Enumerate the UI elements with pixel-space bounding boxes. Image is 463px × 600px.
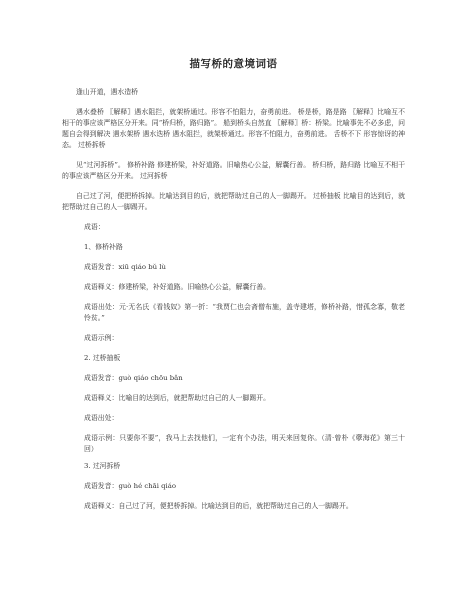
paragraph-explanations: 遇水叠桥 〖解释〗遇水阻拦，就架桥通过。形容不怕阻力，奋勇前进。 桥是桥，路是路 〖解释〗比喻互不相干的事应该严格区分开来。同“桥归桥，路归路”。 船到桥头自然直 〖解释〗桥：桥梁。比喻事先不必多虑，问题自会得到解决 遇水架桥 遇水迭桥 遇水阻拦，就架桥通过。形容不怕阻力，奋勇前进。 舌桥不下 形容惊讶的神态。 过桥拆桥 (62, 108, 405, 149)
idiom-1-pronunciation: 成语发音：xiū qiáo bǔ lù (84, 263, 166, 271)
idiom-2-heading: 2. 过桥抽板 (84, 354, 121, 362)
idiom-1-heading: 1、修桥补路 (84, 243, 123, 251)
idiom-3-heading: 3. 过河拆桥 (84, 462, 121, 470)
idiom-3-meaning: 成语释义：自己过了河，便把桥拆掉。比喻达到目的后，就把帮助过自己的人一脚踢开。 (84, 502, 353, 510)
paragraph-intro: 逢山开道，遇水造桥 (76, 88, 139, 96)
idiom-1-source: 成语出处：元·无名氏《看钱奴》第一折：“我贾仁也会斋僧布施，盖寺建塔，修桥补路，惜孤念寡，敬老怜贫。” (84, 303, 405, 322)
paragraph-guohe-chaiqiao: 自己过了河，便把桥拆掉。比喻达到目的后，就把帮助过自己的人一脚踢开。 过桥抽板 比喻目的达到后，就把帮助过自己的人一脚踢开。 (62, 192, 405, 211)
idiom-2-source: 成语出处： (84, 414, 119, 422)
idiom-2-pronunciation: 成语发音：guò qiáo chōu bǎn (84, 374, 183, 382)
idiom-2-example: 成语示例：只要你不要”，我马上去找他们，一定有个办法，明天来回复你。（清·曾朴《孽海花》第三十回） (84, 434, 405, 453)
idiom-2-meaning: 成语释义：比喻目的达到后，就把帮助过自己的人一脚踢开。 (84, 394, 271, 402)
idiom-1-meaning: 成语释义：修建桥梁，补好道路。旧喻热心公益，解囊行善。 (84, 283, 271, 291)
document-title: 描写桥的意境词语 (189, 58, 278, 70)
idiom-3-pronunciation: 成语发音：guò hé chāi qiáo (84, 482, 177, 490)
idioms-heading: 成语： (84, 223, 105, 231)
idiom-1-example: 成语示例： (84, 334, 119, 342)
paragraph-see-also: 见“过河拆桥”。 修桥补路 修建桥梁，补好道路。旧喻热心公益，解囊行善。 桥归桥，路归路 比喻互不相干的事应该严格区分开来。 过河拆桥 (62, 161, 405, 180)
